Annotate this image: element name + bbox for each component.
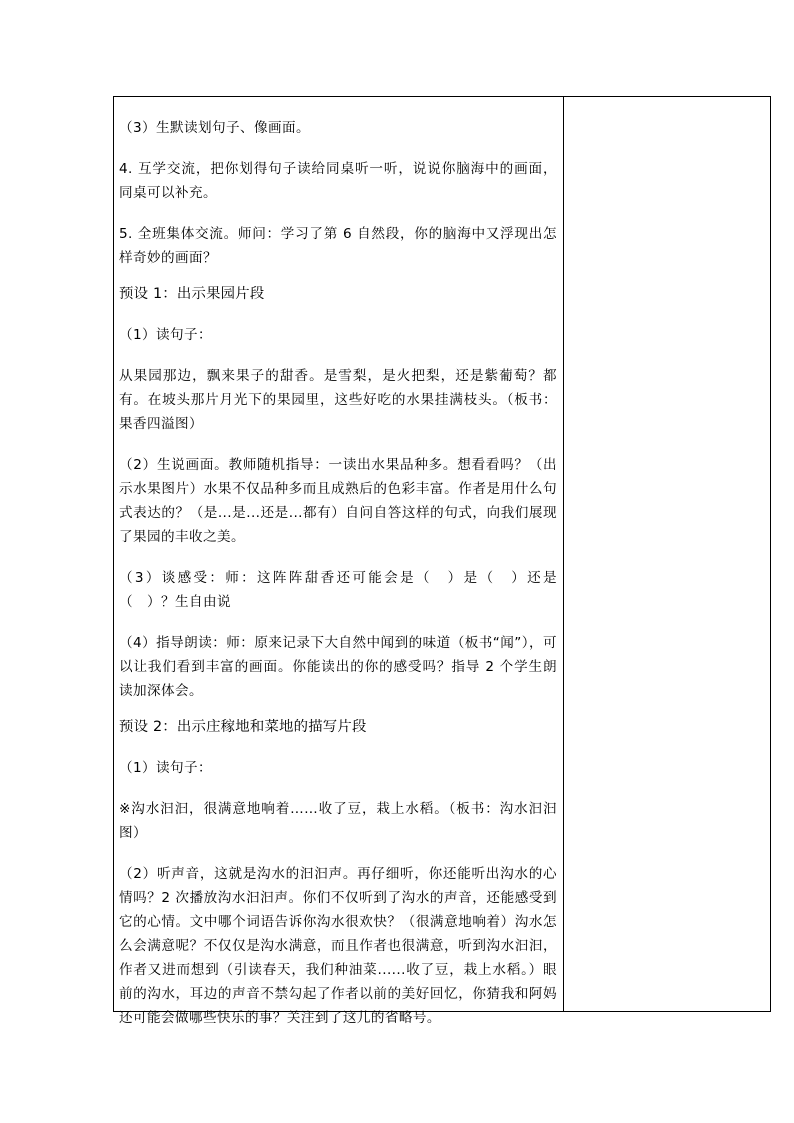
paragraph-orchard-quote: 从果园那边，飘来果子的甜香。是雪梨，是火把梨，还是紫葡萄？都有。在坡头那片月光下的果园里，这些好吃的水果挂满枝头。（板书：果香四溢图）: [119, 368, 557, 432]
column-divider: [563, 96, 564, 1012]
paragraph-ditch-quote: ※沟水汩汩，很满意地响着……收了豆，栽上水稻。（板书：沟水汩汩图）: [119, 801, 557, 841]
paragraph-silent-reading: （3）生默读划句子、像画面。: [119, 120, 310, 136]
heading-preset-2: 预设 2：出示庄稼地和菜地的描写片段: [119, 719, 367, 735]
paragraph-feelings: （3）谈感受：师：这阵阵甜香还可能会是（ ）是（ ）还是（ ）？生自由说: [119, 570, 557, 610]
heading-preset-1: 预设 1：出示果园片段: [119, 286, 265, 302]
paragraph-read-sentence-1: （1）读句子：: [119, 327, 213, 343]
paragraph-listen-sound: （2）听声音，这就是沟水的汩汩声。再仔细听，你还能听出沟水的心情吗？2 次播放沟水汩汩声。你们不仅听到了沟水的声音，还能感受到它的心情。文中哪个词语告诉你沟水很欢快？（很满意地响着）沟水怎么会满意呢？不仅仅是沟水满意，而且作者也很满意，听到沟水汩汩，作者又进而想到（引读春天，我们种油菜......收了豆，栽上水稻。）眼前的沟水，耳边的声音不禁勾起了作者以前的美好回忆，你猜我和阿妈还可能会做哪些快乐的事？关注到了这儿的省略号。: [119, 866, 557, 1026]
paragraph-peer-exchange: 4. 互学交流，把你划得句子读给同桌听一听，说说你脑海中的画面，同桌可以补充。: [119, 161, 557, 201]
lesson-content-cell: [113, 96, 563, 1026]
paragraph-guided-reading: （4）指导朗读：师：原来记录下大自然中闻到的味道（板书“闻”），可以让我们看到丰富的画面。你能读出的你的感受吗？指导 2 个学生朗读加深体会。: [119, 635, 557, 699]
paragraph-describe-picture: （2）生说画面。教师随机指导：一读出水果品种多。想看看吗？（出示水果图片）水果不仅品种多而且成熟后的色彩丰富。作者是用什么句式表达的？（是...是...还是...都有）自问自答这样的句式，向我们展现了果园的丰收之美。: [119, 457, 557, 545]
paragraph-class-exchange: 5. 全班集体交流。师问：学习了第 6 自然段，你的脑海中又浮现出怎样奇妙的画面？: [119, 226, 557, 266]
paragraph-read-sentence-2: （1）读句子：: [119, 760, 213, 776]
